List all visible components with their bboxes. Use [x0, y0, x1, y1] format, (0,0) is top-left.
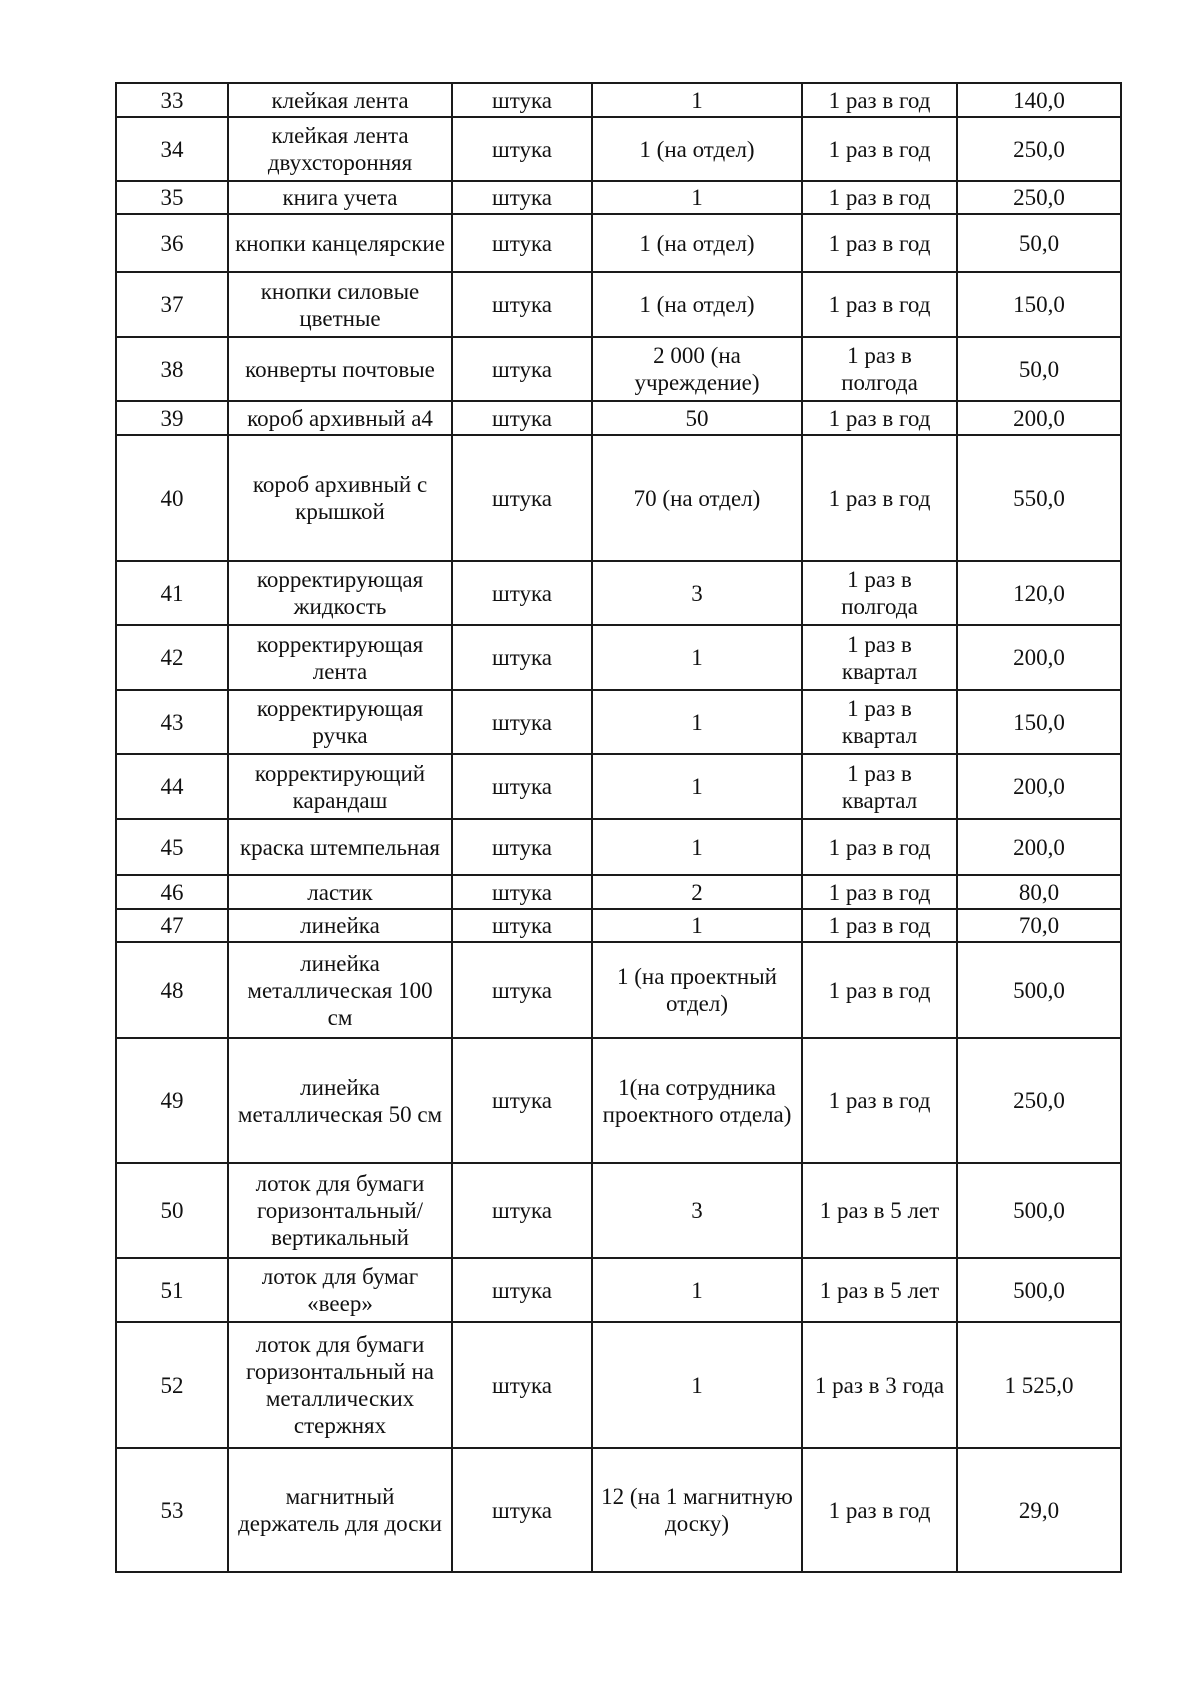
price-cell: 500,0: [957, 942, 1121, 1038]
quantity-cell: 3: [592, 561, 802, 625]
frequency-cell: 1 раз в квартал: [802, 690, 957, 754]
table-row: [116, 561, 1121, 625]
item-name-cell: краска штемпельная: [228, 819, 452, 875]
item-name-cell: магнитный держатель для доски: [228, 1448, 452, 1572]
row-number-cell: 45: [116, 819, 228, 875]
unit-cell: штука: [452, 909, 592, 942]
frequency-cell: 1 раз в год: [802, 117, 957, 181]
table-row: [116, 272, 1121, 337]
item-name-cell: линейка металлическая 100 см: [228, 942, 452, 1038]
frequency-cell: 1 раз в год: [802, 1448, 957, 1572]
frequency-cell: 1 раз в год: [802, 83, 957, 117]
quantity-cell: 1 (на отдел): [592, 214, 802, 272]
unit-cell: штука: [452, 1448, 592, 1572]
price-cell: 50,0: [957, 214, 1121, 272]
table-row: [116, 401, 1121, 435]
price-cell: 200,0: [957, 625, 1121, 690]
frequency-cell: 1 раз в 3 года: [802, 1322, 957, 1448]
item-name-cell: клейкая лента двухсторонняя: [228, 117, 452, 181]
table-row: [116, 875, 1121, 909]
quantity-cell: 1 (на отдел): [592, 117, 802, 181]
item-name-cell: короб архивный а4: [228, 401, 452, 435]
quantity-cell: 1 (на проектный отдел): [592, 942, 802, 1038]
table-row: [116, 214, 1121, 272]
row-number-cell: 39: [116, 401, 228, 435]
unit-cell: штука: [452, 83, 592, 117]
row-number-cell: 46: [116, 875, 228, 909]
unit-cell: штука: [452, 942, 592, 1038]
frequency-cell: 1 раз в год: [802, 875, 957, 909]
table-row: [116, 819, 1121, 875]
item-name-cell: корректирующая жидкость: [228, 561, 452, 625]
item-name-cell: корректирующий карандаш: [228, 754, 452, 819]
item-name-cell: корректирующая ручка: [228, 690, 452, 754]
price-cell: 200,0: [957, 754, 1121, 819]
frequency-cell: 1 раз в год: [802, 909, 957, 942]
row-number-cell: 36: [116, 214, 228, 272]
table-row: [116, 83, 1121, 117]
quantity-cell: 1: [592, 690, 802, 754]
row-number-cell: 47: [116, 909, 228, 942]
unit-cell: штука: [452, 272, 592, 337]
frequency-cell: 1 раз в год: [802, 1038, 957, 1163]
price-cell: 150,0: [957, 690, 1121, 754]
price-cell: 200,0: [957, 819, 1121, 875]
item-name-cell: конверты почтовые: [228, 337, 452, 401]
row-number-cell: 44: [116, 754, 228, 819]
price-cell: 150,0: [957, 272, 1121, 337]
row-number-cell: 37: [116, 272, 228, 337]
row-number-cell: 42: [116, 625, 228, 690]
quantity-cell: 50: [592, 401, 802, 435]
quantity-cell: 1: [592, 754, 802, 819]
price-cell: 500,0: [957, 1163, 1121, 1258]
frequency-cell: 1 раз в полгода: [802, 561, 957, 625]
table-row: [116, 337, 1121, 401]
unit-cell: штука: [452, 181, 592, 214]
item-name-cell: лоток для бумаги горизонтальный/вертикальный: [228, 1163, 452, 1258]
table-row: [116, 1163, 1121, 1258]
item-name-cell: ластик: [228, 875, 452, 909]
row-number-cell: 41: [116, 561, 228, 625]
frequency-cell: 1 раз в 5 лет: [802, 1163, 957, 1258]
table-row: [116, 1258, 1121, 1322]
price-cell: 250,0: [957, 181, 1121, 214]
price-cell: 250,0: [957, 1038, 1121, 1163]
frequency-cell: 1 раз в год: [802, 819, 957, 875]
table-row: [116, 1322, 1121, 1448]
frequency-cell: 1 раз в год: [802, 214, 957, 272]
table-row: [116, 942, 1121, 1038]
supplies-table: [115, 82, 1122, 1573]
quantity-cell: 2: [592, 875, 802, 909]
frequency-cell: 1 раз в год: [802, 272, 957, 337]
table-row: [116, 625, 1121, 690]
table-row: [116, 1038, 1121, 1163]
price-cell: 500,0: [957, 1258, 1121, 1322]
row-number-cell: 33: [116, 83, 228, 117]
unit-cell: штука: [452, 401, 592, 435]
item-name-cell: линейка металлическая 50 см: [228, 1038, 452, 1163]
row-number-cell: 49: [116, 1038, 228, 1163]
price-cell: 29,0: [957, 1448, 1121, 1572]
table-row: [116, 117, 1121, 181]
quantity-cell: 1: [592, 181, 802, 214]
table-row: [116, 690, 1121, 754]
quantity-cell: 2 000 (на учреждение): [592, 337, 802, 401]
unit-cell: штука: [452, 117, 592, 181]
row-number-cell: 53: [116, 1448, 228, 1572]
price-cell: 1 525,0: [957, 1322, 1121, 1448]
frequency-cell: 1 раз в год: [802, 181, 957, 214]
unit-cell: штука: [452, 214, 592, 272]
item-name-cell: кнопки канцелярские: [228, 214, 452, 272]
item-name-cell: корректирующая лента: [228, 625, 452, 690]
unit-cell: штука: [452, 337, 592, 401]
table-row: [116, 435, 1121, 561]
price-cell: 550,0: [957, 435, 1121, 561]
item-name-cell: короб архивный с крышкой: [228, 435, 452, 561]
price-cell: 250,0: [957, 117, 1121, 181]
unit-cell: штука: [452, 754, 592, 819]
table-row: [116, 754, 1121, 819]
price-cell: 80,0: [957, 875, 1121, 909]
item-name-cell: клейкая лента: [228, 83, 452, 117]
quantity-cell: 1: [592, 909, 802, 942]
item-name-cell: линейка: [228, 909, 452, 942]
item-name-cell: лоток для бумаги горизонтальный на металлических стержнях: [228, 1322, 452, 1448]
unit-cell: штука: [452, 1038, 592, 1163]
item-name-cell: книга учета: [228, 181, 452, 214]
frequency-cell: 1 раз в квартал: [802, 625, 957, 690]
frequency-cell: 1 раз в год: [802, 435, 957, 561]
table-body: [116, 83, 1121, 1572]
quantity-cell: 1: [592, 625, 802, 690]
frequency-cell: 1 раз в год: [802, 942, 957, 1038]
unit-cell: штука: [452, 819, 592, 875]
price-cell: 50,0: [957, 337, 1121, 401]
frequency-cell: 1 раз в квартал: [802, 754, 957, 819]
quantity-cell: 1: [592, 819, 802, 875]
quantity-cell: 1: [592, 1322, 802, 1448]
item-name-cell: кнопки силовые цветные: [228, 272, 452, 337]
row-number-cell: 38: [116, 337, 228, 401]
unit-cell: штука: [452, 435, 592, 561]
frequency-cell: 1 раз в полгода: [802, 337, 957, 401]
quantity-cell: 70 (на отдел): [592, 435, 802, 561]
frequency-cell: 1 раз в год: [802, 401, 957, 435]
unit-cell: штука: [452, 1258, 592, 1322]
quantity-cell: 1: [592, 83, 802, 117]
table-row: [116, 181, 1121, 214]
row-number-cell: 40: [116, 435, 228, 561]
unit-cell: штука: [452, 875, 592, 909]
row-number-cell: 43: [116, 690, 228, 754]
table-row: [116, 909, 1121, 942]
price-cell: 70,0: [957, 909, 1121, 942]
frequency-cell: 1 раз в 5 лет: [802, 1258, 957, 1322]
price-cell: 200,0: [957, 401, 1121, 435]
table-row: [116, 1448, 1121, 1572]
unit-cell: штука: [452, 1322, 592, 1448]
row-number-cell: 48: [116, 942, 228, 1038]
row-number-cell: 51: [116, 1258, 228, 1322]
row-number-cell: 52: [116, 1322, 228, 1448]
row-number-cell: 50: [116, 1163, 228, 1258]
item-name-cell: лоток для бумаг «веер»: [228, 1258, 452, 1322]
row-number-cell: 35: [116, 181, 228, 214]
quantity-cell: 12 (на 1 магнитную доску): [592, 1448, 802, 1572]
unit-cell: штука: [452, 625, 592, 690]
unit-cell: штука: [452, 561, 592, 625]
unit-cell: штука: [452, 1163, 592, 1258]
price-cell: 140,0: [957, 83, 1121, 117]
row-number-cell: 34: [116, 117, 228, 181]
quantity-cell: 3: [592, 1163, 802, 1258]
unit-cell: штука: [452, 690, 592, 754]
quantity-cell: 1 (на отдел): [592, 272, 802, 337]
quantity-cell: 1: [592, 1258, 802, 1322]
quantity-cell: 1(на сотрудника проектного отдела): [592, 1038, 802, 1163]
price-cell: 120,0: [957, 561, 1121, 625]
